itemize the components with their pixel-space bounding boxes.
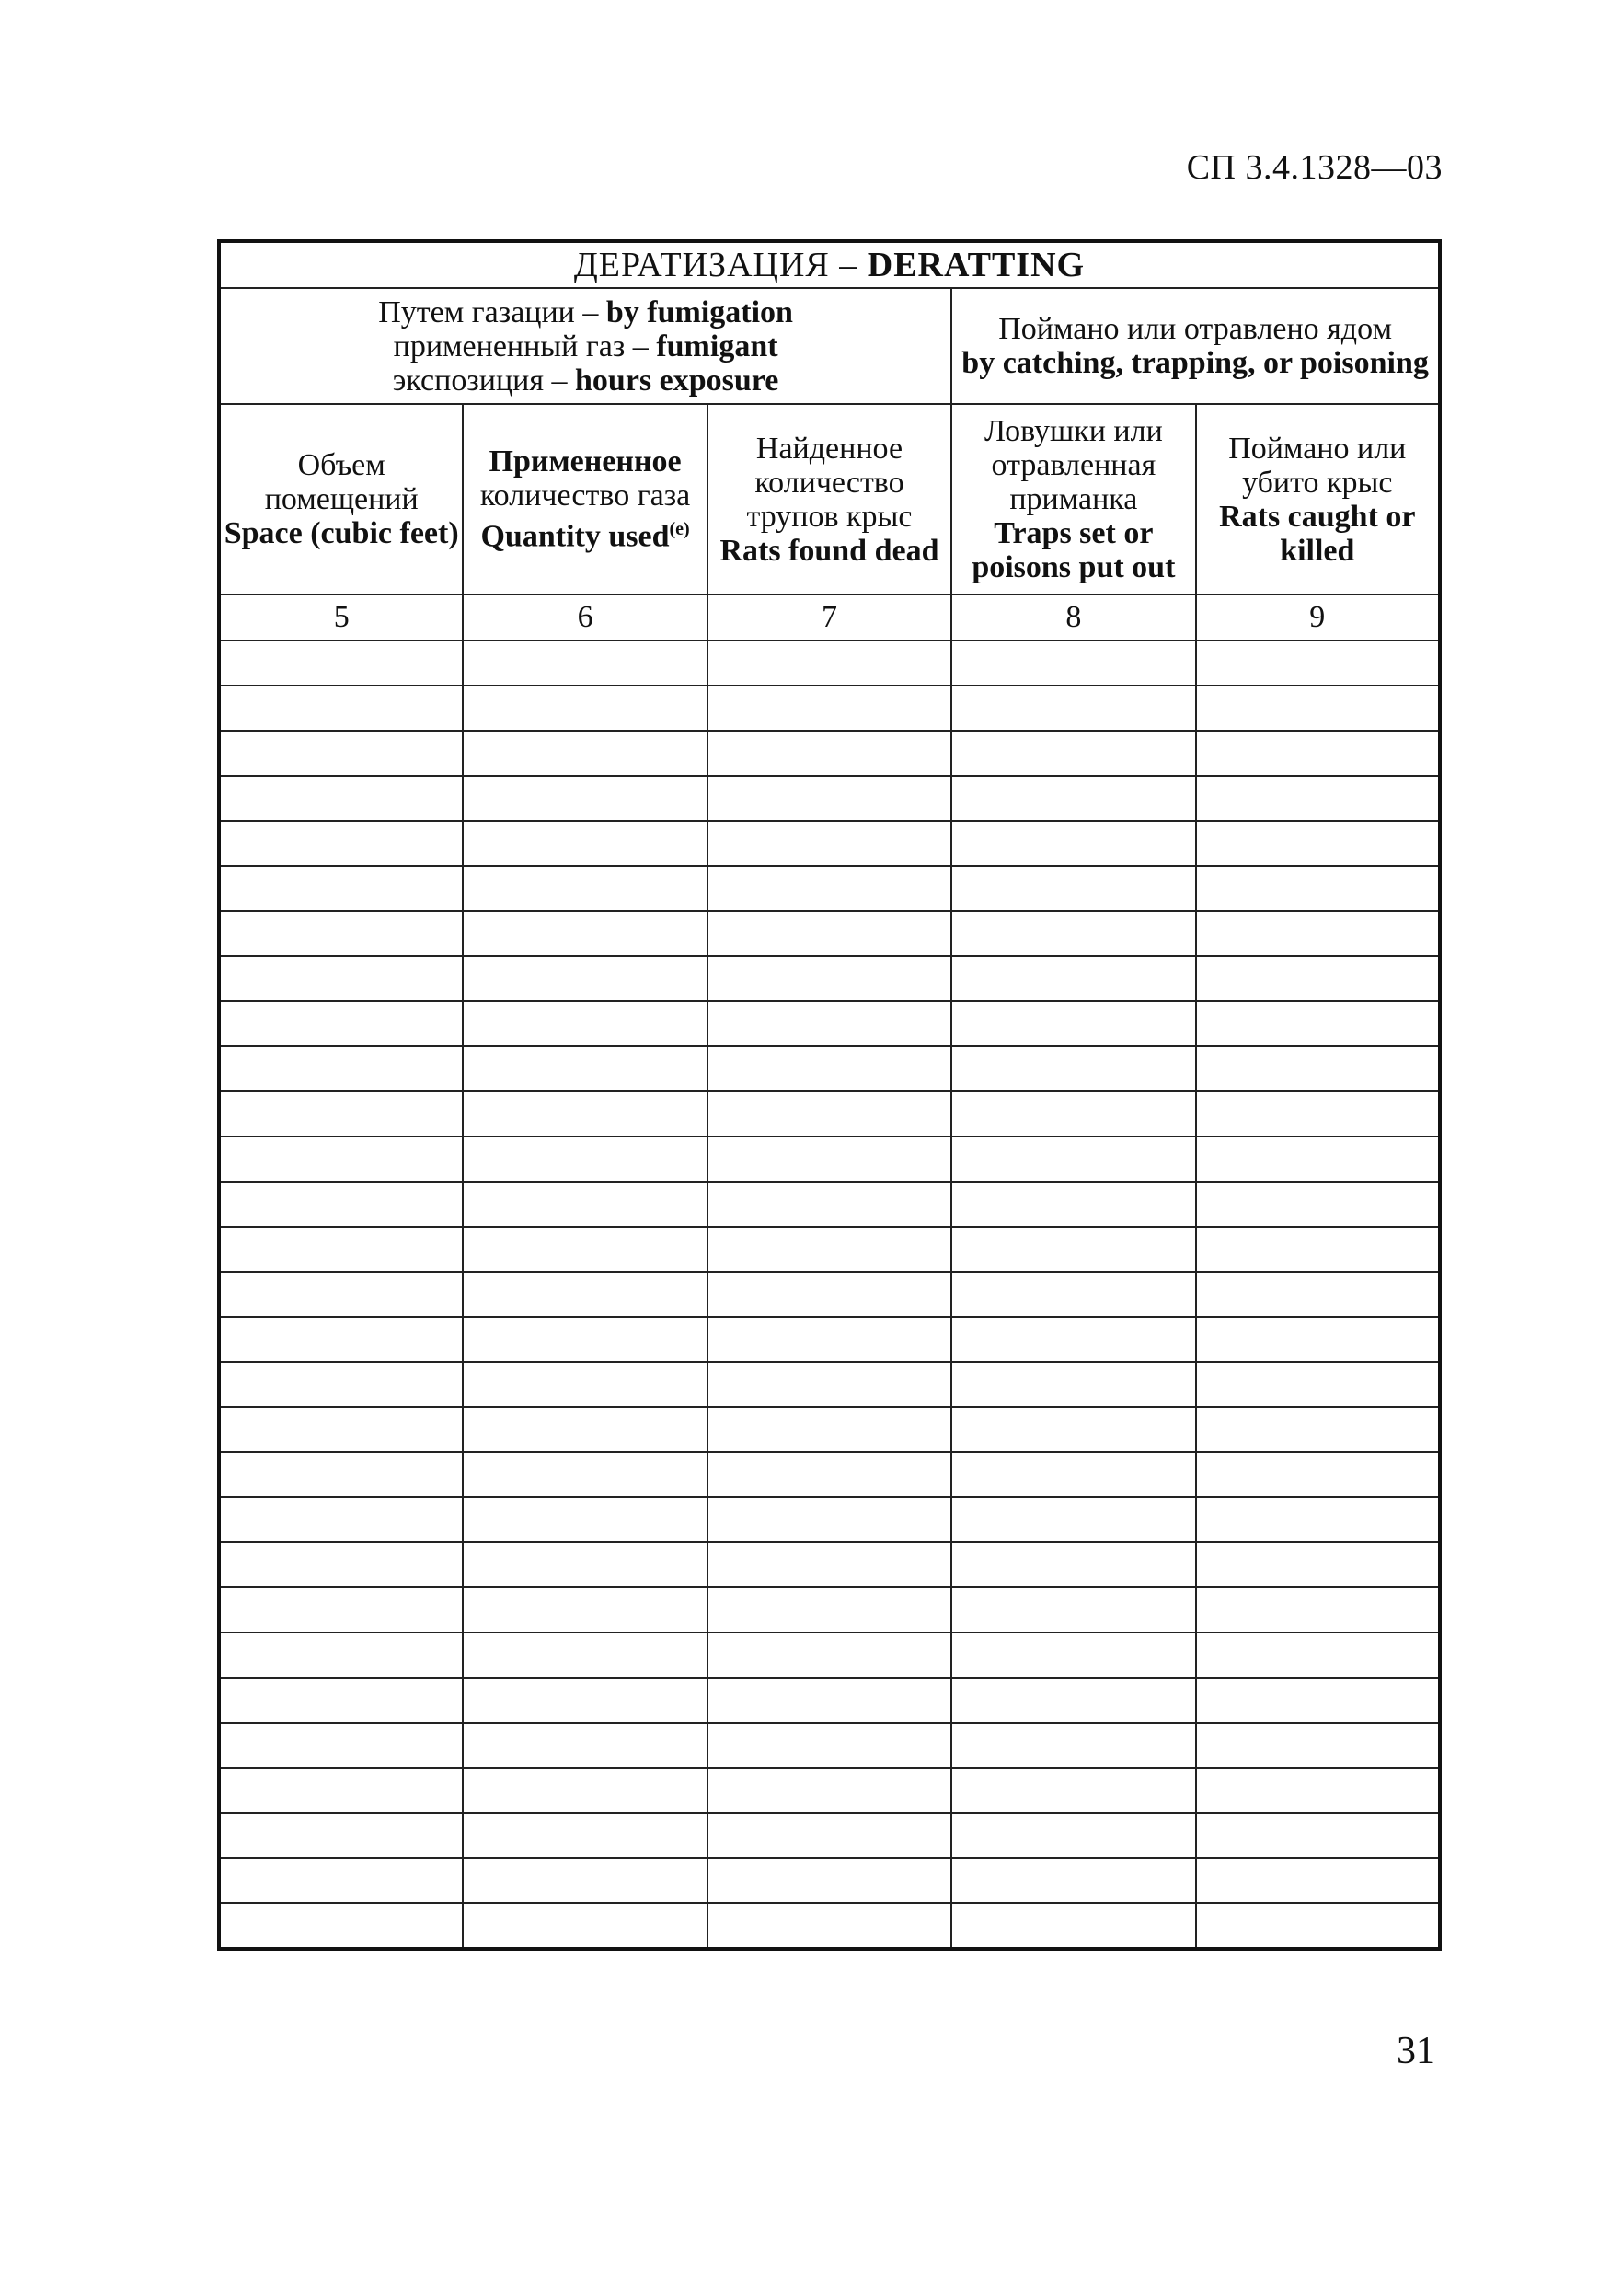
blank-cell [707, 1317, 951, 1362]
fumigation-line-1: Путем газации – by fumigation [378, 294, 793, 329]
blank-cell [463, 1091, 707, 1136]
blank-cell [463, 1317, 707, 1362]
blank-cell [219, 1452, 463, 1497]
blank-cell [219, 1272, 463, 1317]
blank-cell [707, 1903, 951, 1949]
blank-cell [1196, 956, 1440, 1001]
blank-cell [219, 1136, 463, 1182]
blank-cell [951, 866, 1195, 911]
blank-cell [707, 821, 951, 866]
blank-cell [463, 1362, 707, 1407]
blank-cell [707, 1182, 951, 1227]
column-number: 6 [463, 594, 707, 640]
blank-cell [1196, 1903, 1440, 1949]
blank-cell [219, 1633, 463, 1678]
blank-cell [951, 1001, 1195, 1046]
table-row [219, 1136, 1440, 1182]
blank-cell [707, 1768, 951, 1813]
blank-cell [1196, 1452, 1440, 1497]
table-row [219, 731, 1440, 776]
table-row [219, 1091, 1440, 1136]
blank-cell [951, 1768, 1195, 1813]
blank-cell [1196, 1272, 1440, 1317]
blank-cell [219, 821, 463, 866]
blank-cell [219, 866, 463, 911]
blank-cell [707, 1091, 951, 1136]
column-number: 5 [219, 594, 463, 640]
table-row [219, 686, 1440, 731]
blank-cell [951, 1903, 1195, 1949]
blank-cell [707, 1723, 951, 1768]
blank-cell [219, 1362, 463, 1407]
blank-cell [463, 1046, 707, 1091]
blank-cell [463, 1001, 707, 1046]
blank-cell [219, 1001, 463, 1046]
blank-cell [1196, 1723, 1440, 1768]
blank-cell [707, 1452, 951, 1497]
blank-cell [1196, 821, 1440, 866]
table-row [219, 1452, 1440, 1497]
fumigation-line-3: экспозиция – hours exposure [392, 363, 779, 398]
column-number: 8 [951, 594, 1195, 640]
column-header-space: Объем помещений Space (cubic feet) [219, 404, 463, 594]
table-row [219, 1362, 1440, 1407]
blank-cell [707, 1362, 951, 1407]
blank-cell [219, 1858, 463, 1903]
blank-cell [463, 911, 707, 956]
blank-cell [707, 1858, 951, 1903]
blank-cell [463, 1182, 707, 1227]
table-row [219, 1317, 1440, 1362]
table-title-en: DERATTING [867, 246, 1086, 284]
blank-cell [707, 1678, 951, 1723]
blank-cell [1196, 1633, 1440, 1678]
blank-cell [707, 1633, 951, 1678]
blank-cell [951, 640, 1195, 686]
table-row [219, 1046, 1440, 1091]
blank-cell [951, 731, 1195, 776]
blank-cell [463, 821, 707, 866]
blank-cell [951, 1542, 1195, 1587]
blank-cell [951, 1678, 1195, 1723]
blank-cell [951, 1317, 1195, 1362]
blank-cell [1196, 1317, 1440, 1362]
table-row [219, 911, 1440, 956]
blank-cell [219, 1046, 463, 1091]
column-header-row [219, 404, 1440, 594]
blank-cell [463, 1272, 707, 1317]
blank-cell [1196, 1182, 1440, 1227]
blank-cell [219, 776, 463, 821]
table-row [219, 1633, 1440, 1678]
blank-cell [1196, 776, 1440, 821]
blank-cell [707, 731, 951, 776]
blank-cell [951, 1858, 1195, 1903]
column-number-row [219, 594, 1440, 640]
blank-rows-body [219, 640, 1440, 1949]
blank-cell [219, 1542, 463, 1587]
blank-cell [463, 1858, 707, 1903]
blank-cell [707, 776, 951, 821]
table-row [219, 1497, 1440, 1542]
blank-cell [951, 1813, 1195, 1858]
blank-cell [707, 1272, 951, 1317]
blank-cell [463, 1678, 707, 1723]
table-row [219, 1768, 1440, 1813]
blank-cell [951, 686, 1195, 731]
blank-cell [951, 1272, 1195, 1317]
table-title [219, 241, 1440, 288]
blank-cell [1196, 1678, 1440, 1723]
table-row [219, 1227, 1440, 1272]
blank-cell [219, 1091, 463, 1136]
table-row [219, 956, 1440, 1001]
table-row [219, 1407, 1440, 1452]
blank-cell [1196, 1813, 1440, 1858]
blank-cell [219, 1768, 463, 1813]
blank-cell [1196, 1227, 1440, 1272]
blank-cell [219, 1317, 463, 1362]
table-row [219, 1542, 1440, 1587]
column-header-quantity: Примененное количество газа Quantity used$^{(e)}$ [463, 404, 707, 594]
blank-cell [707, 1587, 951, 1633]
blank-cell [1196, 1362, 1440, 1407]
catching-group-header [951, 288, 1440, 404]
blank-cell [707, 1497, 951, 1542]
blank-cell [951, 956, 1195, 1001]
blank-cell [219, 1227, 463, 1272]
blank-cell [951, 1182, 1195, 1227]
blank-cell [219, 1587, 463, 1633]
blank-cell [463, 686, 707, 731]
fumigation-group-header [219, 288, 951, 404]
blank-cell [951, 1407, 1195, 1452]
blank-cell [219, 1678, 463, 1723]
blank-cell [219, 1497, 463, 1542]
blank-cell [1196, 686, 1440, 731]
blank-cell [219, 1407, 463, 1452]
table-row [219, 1587, 1440, 1633]
blank-cell [1196, 1046, 1440, 1091]
blank-cell [707, 1136, 951, 1182]
blank-cell [219, 686, 463, 731]
column-header-rats-dead: Найденное количество трупов крыс Rats found dead [707, 404, 951, 594]
table-title-ru: ДЕРАТИЗАЦИЯ – [573, 246, 868, 284]
table-row [219, 1813, 1440, 1858]
table-row [219, 1723, 1440, 1768]
blank-cell [219, 911, 463, 956]
blank-cell [707, 1407, 951, 1452]
blank-cell [951, 1452, 1195, 1497]
blank-cell [219, 1182, 463, 1227]
blank-cell [219, 1813, 463, 1858]
blank-cell [1196, 1542, 1440, 1587]
catching-line-2: by catching, trapping, or poisoning [961, 346, 1429, 380]
blank-cell [951, 1091, 1195, 1136]
blank-cell [463, 1768, 707, 1813]
table-row [219, 1272, 1440, 1317]
blank-cell [219, 1903, 463, 1949]
blank-cell [1196, 1091, 1440, 1136]
deratting-table [217, 239, 1442, 1951]
table-row [219, 1182, 1440, 1227]
blank-cell [707, 1001, 951, 1046]
blank-cell [951, 1497, 1195, 1542]
blank-cell [219, 640, 463, 686]
blank-cell [1196, 1497, 1440, 1542]
blank-cell [463, 956, 707, 1001]
table-row [219, 1903, 1440, 1949]
blank-cell [951, 1723, 1195, 1768]
blank-cell [707, 911, 951, 956]
blank-cell [219, 1723, 463, 1768]
blank-cell [951, 1227, 1195, 1272]
blank-cell [463, 640, 707, 686]
blank-cell [951, 1136, 1195, 1182]
blank-cell [951, 1633, 1195, 1678]
blank-cell [219, 731, 463, 776]
blank-cell [1196, 1407, 1440, 1452]
blank-cell [1196, 911, 1440, 956]
blank-cell [951, 821, 1195, 866]
blank-cell [463, 1542, 707, 1587]
blank-cell [1196, 1001, 1440, 1046]
blank-cell [463, 1633, 707, 1678]
blank-cell [219, 956, 463, 1001]
blank-cell [1196, 731, 1440, 776]
blank-cell [951, 911, 1195, 956]
blank-cell [463, 1227, 707, 1272]
blank-cell [463, 776, 707, 821]
blank-cell [1196, 1858, 1440, 1903]
blank-cell [707, 640, 951, 686]
blank-cell [707, 1227, 951, 1272]
blank-cell [463, 1407, 707, 1452]
column-number: 9 [1196, 594, 1440, 640]
fumigation-line-2: примененный газ – fumigant [393, 329, 778, 363]
group-header-row [219, 288, 1440, 404]
blank-cell [707, 956, 951, 1001]
blank-cell [1196, 1587, 1440, 1633]
table-row [219, 776, 1440, 821]
blank-cell [707, 1046, 951, 1091]
blank-cell [463, 731, 707, 776]
blank-cell [707, 686, 951, 731]
column-header-traps: Ловушки или отравленная приманка Traps set or poisons put out [951, 404, 1195, 594]
table-row [219, 1001, 1440, 1046]
column-number: 7 [707, 594, 951, 640]
blank-cell [463, 1813, 707, 1858]
document-code: СП 3.4.1328—03 [1186, 148, 1443, 187]
table-row [219, 821, 1440, 866]
blank-cell [463, 1497, 707, 1542]
blank-cell [1196, 640, 1440, 686]
catching-line-1: Поймано или отравлено ядом [998, 312, 1392, 346]
blank-cell [951, 1587, 1195, 1633]
blank-cell [707, 866, 951, 911]
blank-cell [463, 1723, 707, 1768]
blank-cell [463, 866, 707, 911]
table-row [219, 640, 1440, 686]
table-row [219, 1678, 1440, 1723]
column-header-rats-caught: Поймано или убито крыс Rats caught or killed [1196, 404, 1440, 594]
blank-cell [951, 1046, 1195, 1091]
table-row [219, 1858, 1440, 1903]
blank-cell [707, 1813, 951, 1858]
blank-cell [951, 1362, 1195, 1407]
table-title-row [219, 241, 1440, 288]
blank-cell [951, 776, 1195, 821]
page-number: 31 [1397, 2030, 1435, 2072]
blank-cell [1196, 1768, 1440, 1813]
blank-cell [1196, 866, 1440, 911]
blank-cell [1196, 1136, 1440, 1182]
blank-cell [463, 1452, 707, 1497]
blank-cell [463, 1587, 707, 1633]
table-row [219, 866, 1440, 911]
blank-cell [463, 1136, 707, 1182]
blank-cell [707, 1542, 951, 1587]
blank-cell [463, 1903, 707, 1949]
